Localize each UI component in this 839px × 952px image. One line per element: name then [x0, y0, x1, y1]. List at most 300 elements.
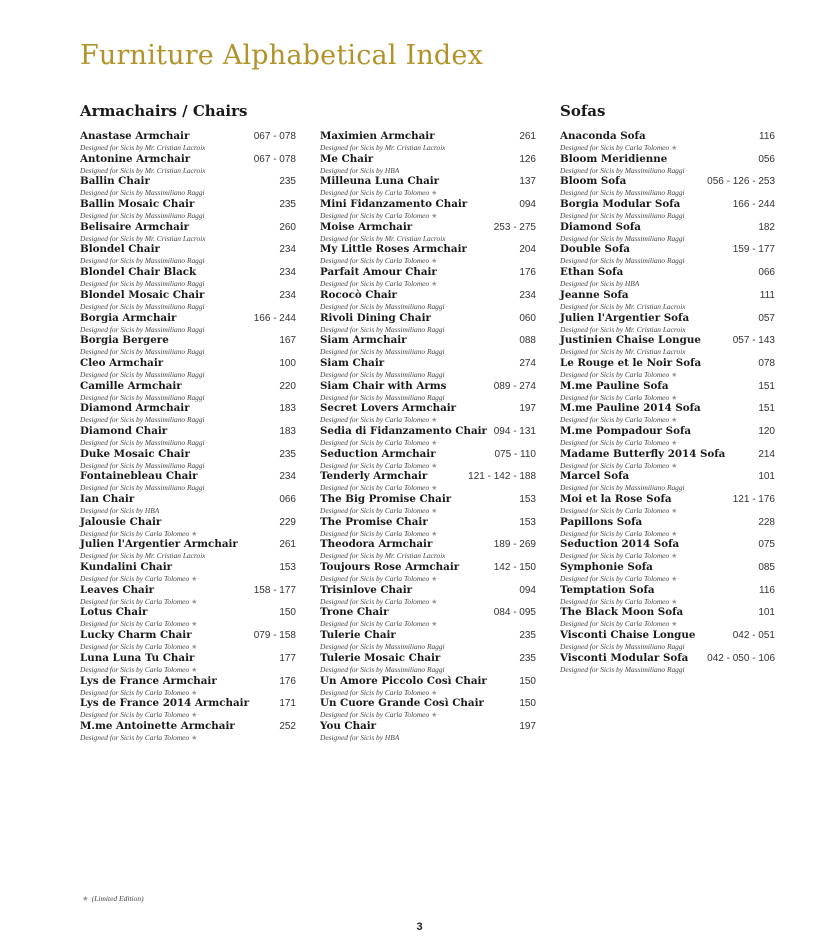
product-name: Parfait Amour Chair	[320, 266, 437, 279]
star-icon: ★	[431, 507, 438, 515]
page-numbers: 066	[758, 267, 775, 279]
index-entry	[80, 675, 296, 698]
designer-credit	[80, 256, 296, 265]
page-numbers: 056 - 126 - 253	[707, 176, 775, 188]
designer-text: Designed for Sicis by Massimiliano Raggi	[560, 642, 685, 652]
designer-text: Designed for Sicis by Mr. Cristian Lacroix	[80, 143, 206, 152]
star-icon: ★	[191, 688, 198, 697]
page-numbers: 153	[519, 494, 536, 505]
index-entry	[560, 516, 775, 539]
product-name: Moi et la Rose Sofa	[560, 493, 672, 505]
product-name: M.me Pauline Sofa	[560, 379, 669, 392]
index-entry	[80, 448, 296, 471]
product-name: Le Rouge et le Noir Sofa	[560, 356, 702, 369]
designer-text: Designed for Sicis by Carla Tolomeo	[560, 596, 670, 606]
index-entry	[560, 425, 775, 448]
designer-credit	[320, 642, 536, 651]
index-entry	[80, 289, 296, 312]
designer-text: Designed for Sicis by Massimiliano Raggi	[560, 165, 685, 175]
designer-text: Designed for Sicis by Mr. Cristian Lacroix	[560, 347, 686, 357]
index-entry	[560, 221, 775, 244]
designer-text: Designed for Sicis by Massimiliano Raggi	[320, 392, 445, 402]
designer-text: Designed for Sicis by Carla Tolomeo	[320, 211, 430, 221]
product-name: Borgia Modular Sofa	[560, 198, 681, 211]
designer-credit	[80, 461, 296, 470]
designer-credit	[80, 619, 296, 629]
page-numbers: 182	[758, 221, 775, 233]
star-icon: ★	[431, 438, 438, 447]
designer-credit	[80, 438, 296, 447]
designer-text: Designed for Sicis by Carla Tolomeo	[320, 574, 430, 584]
product-name: Sedia di Fidanzamento Chair	[320, 424, 487, 437]
designer-text: Designed for Sicis by Massimiliano Raggi	[80, 324, 205, 334]
index-entry	[560, 652, 775, 675]
star-icon: ★	[671, 438, 678, 447]
designer-credit	[80, 483, 296, 492]
index-entry	[560, 175, 775, 198]
designer-text: Designed for Sicis by Mr. Cristian Lacroix	[320, 143, 446, 152]
star-icon: ★	[671, 597, 678, 606]
designer-text: Designed for Sicis by Massimiliano Raggi	[80, 301, 205, 311]
product-name: Madame Butterfly 2014 Sofa	[560, 447, 726, 460]
page-numbers: 126	[519, 153, 536, 165]
product-name: Julien l'Argentier Sofa	[560, 311, 690, 324]
page-numbers: 121 - 176	[732, 494, 775, 505]
designer-text: Designed for Sicis by Carla Tolomeo	[80, 574, 190, 584]
designer-credit	[560, 143, 775, 153]
product-name: Jeanne Sofa	[560, 288, 629, 301]
index-entry	[80, 629, 296, 652]
index-entry	[560, 357, 775, 380]
star-icon: ★	[191, 711, 198, 720]
product-name: Bloom Sofa	[560, 175, 627, 188]
designer-text: Designed for Sicis by Carla Tolomeo	[320, 437, 430, 447]
designer-text: Designed for Sicis by Carla Tolomeo	[320, 256, 430, 266]
product-name: Rococò Chair	[320, 288, 397, 301]
designer-text: Designed for Sicis by Carla Tolomeo	[80, 619, 190, 629]
designer-text: Designed for Sicis by Carla Tolomeo	[560, 619, 670, 629]
page-numbers: 137	[519, 176, 536, 188]
star-icon: ★	[431, 688, 438, 697]
designer-credit	[560, 370, 775, 380]
product-name: Fontainebleau Chair	[80, 470, 198, 483]
designer-text: Designed for Sicis by Mr. Cristian Lacroix	[560, 301, 686, 311]
designer-text: Designed for Sicis by Massimiliano Raggi	[320, 324, 445, 334]
page-numbers: 183	[279, 403, 296, 415]
star-icon: ★	[671, 144, 678, 152]
designer-text: Designed for Sicis by Mr. Cristian Lacroix	[320, 233, 446, 243]
designer-text: Designed for Sicis by Mr. Cristian Lacroix	[80, 551, 206, 561]
page-numbers: 151	[758, 403, 775, 415]
index-entry	[80, 470, 296, 493]
product-name: Mini Fidanzamento Chair	[320, 198, 468, 211]
page-numbers: 177	[279, 652, 296, 664]
designer-credit	[80, 688, 296, 698]
armchairs-column-1	[80, 130, 296, 743]
section-title-armchairs: Armachairs / Chairs	[80, 102, 248, 120]
designer-credit	[320, 256, 536, 266]
star-icon: ★	[671, 620, 678, 629]
index-entry	[80, 402, 296, 425]
product-name: Luna Luna Tu Chair	[80, 651, 195, 664]
index-entry	[80, 175, 296, 198]
designer-text: Designed for Sicis by HBA	[560, 279, 640, 289]
page-numbers: 153	[279, 562, 296, 574]
designer-text: Designed for Sicis by Massimiliano Raggi	[80, 369, 205, 379]
designer-text: Designed for Sicis by Massimiliano Raggi	[320, 301, 445, 311]
designer-text: Designed for Sicis by Carla Tolomeo	[320, 460, 430, 470]
designer-credit	[80, 551, 296, 560]
designer-text: Designed for Sicis by HBA	[320, 165, 400, 175]
designer-credit	[560, 234, 775, 243]
designer-credit	[320, 438, 536, 448]
designer-credit	[320, 370, 536, 379]
limited-edition-note	[82, 894, 144, 903]
product-name: Milleuna Luna Chair	[320, 175, 440, 188]
index-entry	[560, 629, 775, 652]
product-name: Julien l'Argentier Armchair	[80, 538, 238, 551]
product-name: Toujours Rose Armchair	[320, 561, 460, 574]
index-entry	[560, 380, 775, 403]
index-entry	[80, 221, 296, 244]
designer-text: Designed for Sicis by Carla Tolomeo	[80, 687, 190, 697]
product-name: Ballin Chair	[80, 175, 150, 188]
index-entry	[320, 198, 536, 221]
index-entry	[320, 516, 536, 539]
page-numbers: 079 - 158	[253, 630, 296, 642]
product-name: Blondel Chair	[80, 243, 160, 256]
product-name: Diamond Armchair	[80, 402, 190, 415]
page-numbers: 101	[758, 607, 775, 619]
product-name: Anastase Armchair	[80, 130, 190, 142]
page-numbers: 150	[519, 698, 536, 710]
designer-credit	[80, 234, 296, 243]
page-numbers: 042 - 050 - 106	[707, 652, 775, 664]
index-entry	[560, 243, 775, 266]
page-numbers: 142 - 150	[493, 562, 536, 574]
star-icon: ★	[431, 461, 438, 470]
product-name: Visconti Chaise Longue	[560, 629, 696, 642]
index-entry	[80, 606, 296, 629]
index-entry	[320, 538, 536, 561]
designer-credit	[320, 619, 536, 629]
star-icon: ★	[671, 461, 678, 470]
designer-credit	[320, 710, 536, 720]
designer-text: Designed for Sicis by Massimiliano Raggi	[80, 256, 205, 266]
star-icon: ★	[431, 189, 438, 198]
product-name: M.me Pompadour Sofa	[560, 424, 692, 437]
page-numbers: 150	[519, 675, 536, 687]
index-entry	[560, 289, 775, 312]
index-entry	[80, 334, 296, 357]
product-name: Jalousie Chair	[80, 515, 162, 528]
product-name: Tulerie Chair	[320, 629, 396, 642]
designer-text: Designed for Sicis by Carla Tolomeo	[320, 483, 430, 493]
page-numbers: 158 - 177	[253, 584, 296, 596]
page-numbers: 094 - 131	[493, 425, 536, 437]
product-name: Siam Armchair	[320, 334, 407, 347]
page-numbers: 056	[758, 153, 775, 165]
designer-credit	[560, 506, 775, 516]
page-numbers: 075 - 110	[494, 448, 536, 460]
designer-text: Designed for Sicis by Massimiliano Raggi	[80, 392, 205, 402]
designer-text: Designed for Sicis by Carla Tolomeo	[80, 528, 190, 538]
designer-credit	[320, 143, 536, 152]
index-entry	[320, 697, 536, 720]
product-name: Leaves Chair	[80, 583, 155, 596]
page-title: Furniture Alphabetical Index	[80, 40, 483, 71]
index-entry	[320, 334, 536, 357]
index-entry	[320, 470, 536, 493]
designer-credit	[320, 551, 536, 560]
index-entry	[560, 130, 775, 153]
product-name: Siam Chair	[320, 356, 385, 369]
product-name: Cleo Armchair	[80, 356, 164, 369]
designer-text: Designed for Sicis by Massimiliano Raggi	[560, 256, 685, 266]
index-entry	[320, 675, 536, 698]
index-entry	[320, 130, 536, 153]
designer-credit	[320, 688, 536, 698]
designer-credit	[560, 188, 775, 197]
designer-text: Designed for Sicis by Massimiliano Raggi	[560, 233, 685, 243]
designer-text: Designed for Sicis by Massimiliano Raggi	[80, 279, 205, 289]
designer-credit	[560, 325, 775, 334]
designer-credit	[320, 211, 536, 221]
designer-credit	[320, 529, 536, 539]
product-name: Trone Chair	[320, 606, 389, 619]
designer-text: Designed for Sicis by Carla Tolomeo	[560, 369, 670, 379]
page-numbers: 253 - 275	[493, 221, 536, 233]
page-numbers: 094	[519, 199, 536, 211]
product-name: Symphonie Sofa	[560, 561, 653, 574]
index-entry	[80, 493, 296, 516]
index-entry	[320, 243, 536, 266]
product-name: Lotus Chair	[80, 606, 148, 619]
page-numbers: 274	[519, 357, 536, 369]
designer-credit	[80, 642, 296, 652]
page-numbers: 078	[758, 357, 775, 369]
page-numbers: 214	[758, 448, 775, 460]
page-numbers: 204	[519, 244, 536, 256]
product-name: The Black Moon Sofa	[560, 606, 684, 619]
index-entry	[320, 720, 536, 743]
designer-text: Designed for Sicis by Massimiliano Raggi	[80, 188, 205, 198]
designer-credit	[560, 256, 775, 265]
page-number: 3	[416, 921, 423, 933]
product-name: Borgia Armchair	[80, 311, 177, 324]
page-numbers: 067 - 078	[253, 131, 296, 142]
star-icon: ★	[671, 507, 678, 515]
product-name: Blondel Chair Black	[80, 266, 197, 279]
index-entry	[320, 606, 536, 629]
designer-text: Designed for Sicis by Massimiliano Raggi	[80, 460, 205, 470]
index-entry	[320, 289, 536, 312]
page-numbers: 235	[279, 199, 296, 211]
page-numbers: 089 - 274	[493, 380, 536, 392]
designer-credit	[560, 461, 775, 471]
index-entry	[560, 402, 775, 425]
star-icon: ★	[431, 484, 438, 493]
index-entry	[320, 175, 536, 198]
designer-text: Designed for Sicis by Carla Tolomeo	[560, 460, 670, 470]
designer-text: Designed for Sicis by Carla Tolomeo	[320, 596, 430, 606]
designer-credit	[560, 574, 775, 584]
page-numbers: 121 - 142 - 188	[468, 471, 536, 483]
product-name: Blondel Mosaic Chair	[80, 288, 205, 301]
designer-credit	[560, 393, 775, 403]
designer-text: Designed for Sicis by Massimiliano Raggi	[80, 347, 205, 357]
page-numbers: 176	[519, 267, 536, 279]
index-entry	[560, 561, 775, 584]
star-icon: ★	[431, 575, 438, 584]
page-numbers: 234	[279, 244, 296, 256]
product-name: Seduction Armchair	[320, 447, 436, 460]
designer-text: Designed for Sicis by Carla Tolomeo	[320, 188, 430, 198]
designer-text: Designed for Sicis by Mr. Cristian Lacroix	[320, 551, 446, 561]
star-icon: ★	[431, 711, 438, 720]
designer-credit	[80, 574, 296, 584]
designer-text: Designed for Sicis by Carla Tolomeo	[320, 415, 430, 425]
star-icon: ★	[671, 529, 678, 538]
index-entry	[320, 652, 536, 675]
page-numbers: 235	[279, 448, 296, 460]
designer-credit	[80, 188, 296, 197]
index-entry	[80, 584, 296, 607]
designer-credit	[80, 665, 296, 675]
page-numbers: 189 - 269	[493, 539, 536, 551]
designer-credit	[80, 733, 296, 743]
designer-credit	[80, 415, 296, 424]
page-numbers: 234	[279, 289, 296, 301]
product-name: Siam Chair with Arms	[320, 379, 447, 392]
designer-text: Designed for Sicis by Mr. Cristian Lacroix	[80, 165, 206, 175]
product-name: You Chair	[320, 719, 377, 732]
designer-credit	[320, 415, 536, 425]
page-numbers: 057 - 143	[732, 335, 775, 347]
designer-text: Designed for Sicis by Carla Tolomeo	[560, 415, 670, 425]
star-icon: ★	[191, 733, 198, 742]
armchairs-column-2	[320, 130, 536, 743]
star-icon: ★	[671, 393, 678, 402]
star-icon: ★	[191, 597, 198, 606]
designer-credit	[320, 665, 536, 674]
designer-text: Designed for Sicis by Massimiliano Raggi	[80, 415, 205, 425]
designer-credit	[560, 529, 775, 539]
product-name: Me Chair	[320, 152, 374, 165]
index-entry	[560, 470, 775, 493]
product-name: Justinien Chaise Longue	[560, 334, 701, 347]
product-name: Ian Chair	[80, 493, 135, 505]
designer-text: Designed for Sicis by Carla Tolomeo	[80, 642, 190, 652]
index-entry	[320, 584, 536, 607]
index-entry	[320, 221, 536, 244]
index-entry	[560, 198, 775, 221]
product-name: Tulerie Mosaic Chair	[320, 651, 441, 664]
index-entry	[80, 697, 296, 720]
designer-credit	[560, 619, 775, 629]
designer-credit	[560, 597, 775, 607]
product-name: Duke Mosaic Chair	[80, 447, 190, 460]
product-name: Temptation Sofa	[560, 583, 655, 596]
designer-credit	[320, 166, 536, 175]
index-entry	[80, 538, 296, 561]
star-icon: ★	[671, 416, 678, 425]
index-entry	[320, 153, 536, 176]
designer-credit	[560, 415, 775, 425]
page-numbers: 235	[279, 176, 296, 188]
designer-credit	[80, 529, 296, 539]
page-numbers: 116	[759, 131, 775, 142]
index-entry	[320, 493, 536, 516]
designer-credit	[320, 506, 536, 516]
designer-text: Designed for Sicis by Carla Tolomeo	[320, 619, 430, 629]
index-entry	[320, 425, 536, 448]
star-icon: ★	[431, 212, 438, 221]
product-name: Seduction 2014 Sofa	[560, 538, 680, 551]
designer-credit	[80, 370, 296, 379]
designer-credit	[80, 143, 296, 152]
designer-credit	[320, 483, 536, 493]
designer-credit	[560, 438, 775, 448]
page-numbers: 075	[758, 539, 775, 551]
sofas-column	[560, 130, 775, 675]
designer-text: Designed for Sicis by Massimiliano Raggi	[560, 664, 685, 674]
product-name: Un Cuore Grande Così Chair	[320, 697, 484, 710]
designer-credit	[560, 665, 775, 674]
designer-text: Designed for Sicis by Massimiliano Raggi	[320, 347, 445, 357]
page-numbers: 220	[279, 380, 296, 392]
star-icon: ★	[191, 643, 198, 652]
page-numbers: 229	[279, 516, 296, 528]
index-entry	[560, 606, 775, 629]
product-name: Kundalini Chair	[80, 561, 173, 574]
designer-credit	[80, 597, 296, 607]
product-name: Double Sofa	[560, 243, 630, 256]
designer-text: Designed for Sicis by Massimiliano Raggi	[80, 483, 205, 493]
index-entry	[560, 584, 775, 607]
page-numbers: 111	[759, 289, 775, 301]
product-name: Papillons Sofa	[560, 515, 643, 528]
page-numbers: 042 - 051	[732, 630, 775, 642]
index-entry	[560, 334, 775, 357]
product-name: Bloom Meridienne	[560, 152, 668, 165]
index-entry	[320, 448, 536, 471]
designer-text: Designed for Sicis by Massimiliano Raggi	[80, 437, 205, 447]
product-name: Moise Armchair	[320, 220, 413, 233]
star-icon: ★	[431, 416, 438, 425]
product-name: The Promise Chair	[320, 515, 428, 528]
designer-text: Designed for Sicis by Carla Tolomeo	[320, 528, 430, 538]
page-numbers: 084 - 095	[493, 607, 536, 619]
star-icon: ★	[431, 280, 438, 289]
index-entry	[80, 720, 296, 743]
designer-text: Designed for Sicis by HBA	[80, 506, 160, 515]
product-name: The Big Promise Chair	[320, 493, 452, 505]
designer-credit	[560, 642, 775, 651]
page-numbers: 197	[519, 403, 536, 415]
page-numbers: 151	[758, 380, 775, 392]
product-name: Ethan Sofa	[560, 266, 624, 279]
page-numbers: 159 - 177	[732, 244, 775, 256]
designer-text: Designed for Sicis by Massimiliano Raggi	[560, 188, 685, 198]
designer-text: Designed for Sicis by Massimiliano Raggi	[560, 483, 685, 493]
page-numbers: 171	[279, 698, 296, 710]
designer-credit	[320, 347, 536, 356]
limited-edition-label: (Limited Edition)	[91, 894, 144, 903]
index-entry	[560, 493, 775, 516]
page-numbers: 060	[519, 312, 536, 324]
page-numbers: 261	[519, 131, 536, 142]
